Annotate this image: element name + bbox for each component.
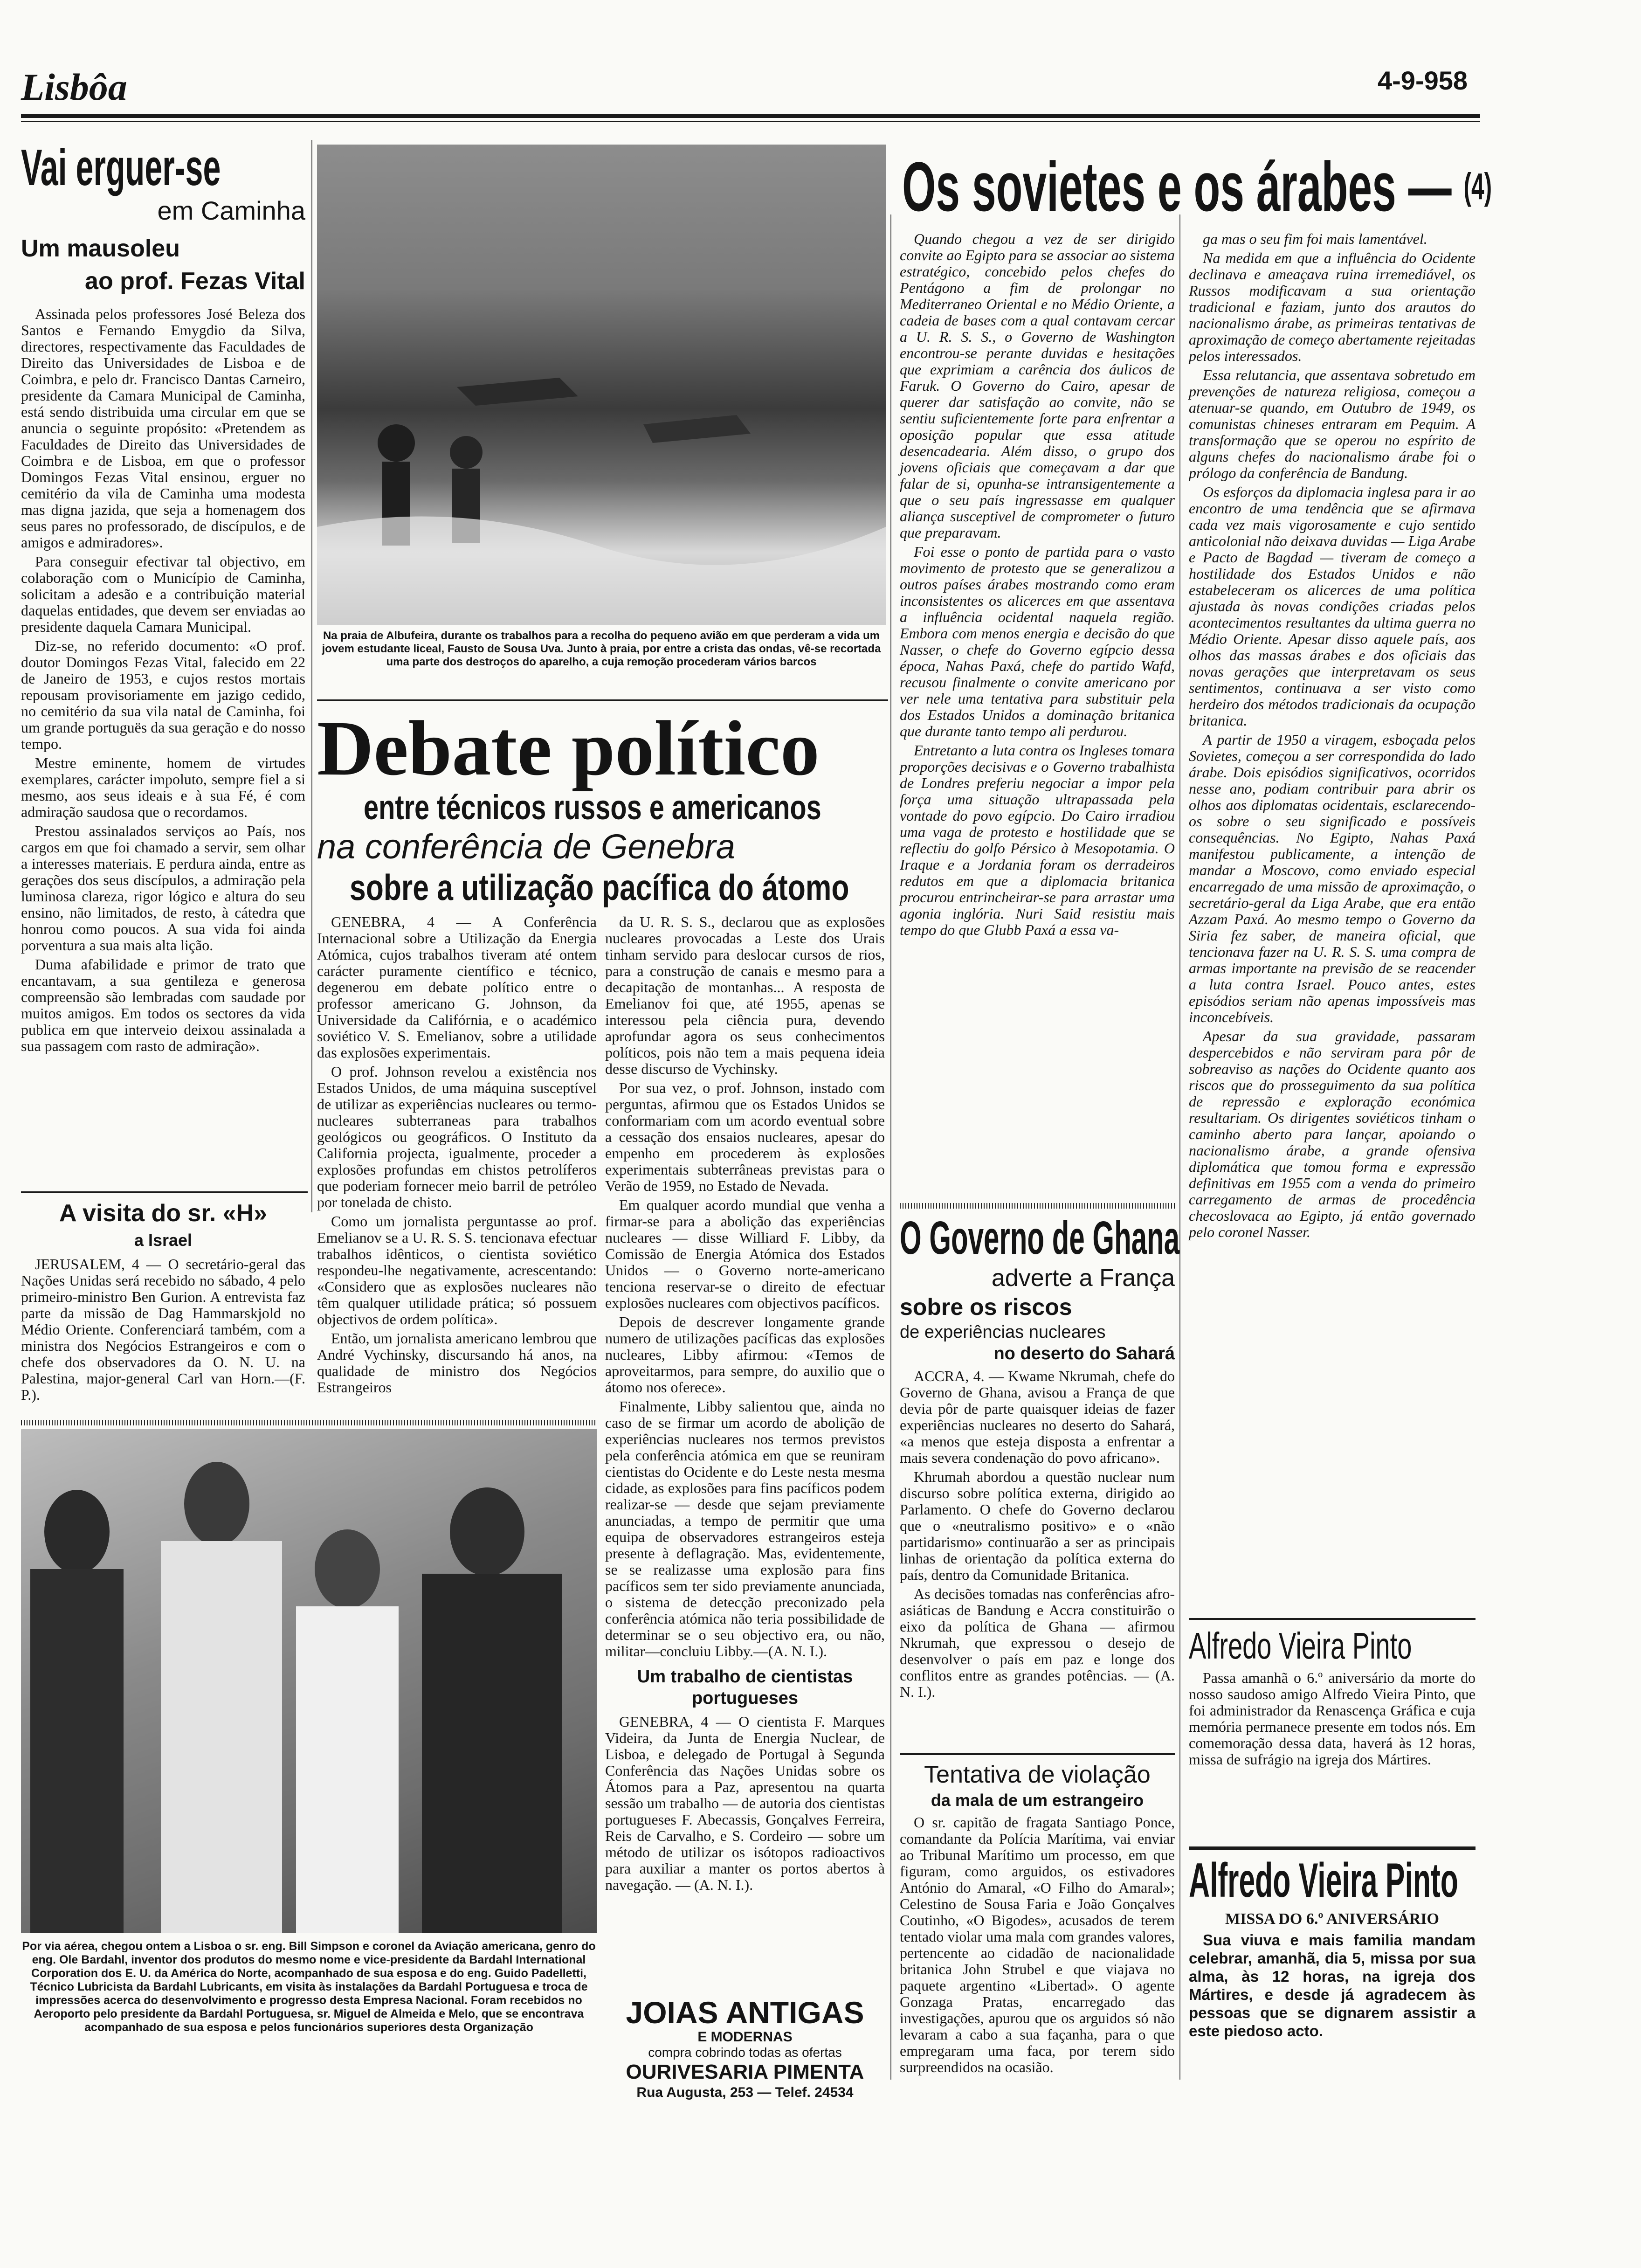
paragraph: A partir de 1950 a viragem, esboçada pelos Sovietes, começou a ser correspondida do lado árabe. Dois episódios significativos, ocorridos nesse ano, podiam contribuir para abrir os olhos aos diplomatas ocidentais, esclarecendo-os sobre o seu significado e possíveis consequências. No Egipto, Nahas Paxá manifestou publicamente, a intenção de mandar a Moscovo, como enviado especial encarregado de uma missão de aproximação, o secretário-geral da Liga Arabe, que era então Azzam Paxá. Ao mesmo tempo o Governo da Siria fez saber, de maneira oficial, que tencionava fazer na U. R. S. S. uma compra de armas importante na previsão de se reacender a luta contra Israel. Pouco antes, estes episódios seriam não apenas impossíveis mas inconcebíveis. — [1189, 731, 1476, 1025]
ad-address: Rua Augusta, 253 — Telef. 24534 — [636, 2085, 854, 2100]
decorative-separator — [900, 1203, 1175, 1209]
column-divider — [1179, 214, 1180, 2080]
paragraph: O prof. Johnson revelou a existência nos Estados Unidos, de uma máquina susceptível de utilizar as experiências nucleares ou termo-nucleares subterraneas para trabalhos geológicos ou geográficos. O Instituto da California projecta, igualmente, proceder a explosões profundas em chistos petrolíferos que poderiam fornecer meio barril de petróleo por tonelada de chisto. — [317, 1063, 597, 1210]
subheadline: entre técnicos russos e americanos — [364, 788, 821, 827]
photo-bardahl-guests — [21, 1429, 597, 1933]
ad-line: compra cobrindo todas as ofertas — [648, 2045, 842, 2060]
subheadline: adverte a França — [991, 1265, 1175, 1292]
paragraph: Como um jornalista perguntasse ao prof. Emelianov se a U. R. S. S. tencionava efectuar trabalhos idênticos, o cientista soviético respondeu-lhe negativamente, acrescentando: «Considero que as explosões nucleares não têm qualquer utilidade prática; só possuem objectivos de ordem política». — [317, 1213, 597, 1328]
paragraph: Para conseguir efectivar tal objectivo, em colaboração com o Município de Caminha, solicitam a adesão e a contribuição material daquelas entidades, que devem ser enviadas ao presidente daquela Camara Municipal. — [21, 553, 305, 635]
subheadline-3: ao prof. Fezas Vital — [85, 268, 305, 295]
subheadline: da mala de um estrangeiro — [931, 1791, 1144, 1810]
section-rule — [1189, 1618, 1476, 1620]
headline: Alfredo Vieira Pinto — [1189, 1625, 1412, 1666]
paragraph: Os esforços da diplomacia inglesa para ir ao encontro de uma tendência que se afirmava cada vez mais vigorosamente e cujo sentido anticolonial não deixava duvidas — Liga Arabe e Pacto de Bagdad — tiveram de começo a hostilidade dos Estados Unidos e não estabeleceram os alicerces de uma política ajustada às novas condições criadas pelos acontecimentos resultantes da ultima guerra no Médio Oriente. Apesar disso aquele país, aos olhos das massas árabes e dos oficiais das novas gerações que interpretavam os seus sentimentos, continuava a ser visto como herdeiro dos métodos tradicionais da ocupação britanica. — [1189, 484, 1476, 729]
article-body — [21, 1256, 305, 1403]
paragraph: Mestre eminente, homem de virtudes exemplares, carácter impoluto, sempre fiel a si mesmo, aos seus ideais e à sua Fé, é com admiração saudosa que o recordamos. — [21, 754, 305, 820]
masthead-rule — [21, 114, 1480, 118]
headline: Vai erguer-se — [21, 139, 221, 196]
section-rule — [900, 1753, 1175, 1755]
paragraph: Apesar da sua gravidade, passaram despercebidos e não serviram para pôr de sobreaviso as nações do Ocidente quanto aos riscos que do prosseguimento da sua política de repressão e exploração económica resultariam. Os dirigentes soviéticos tinham o caminho aberto para lançar, apoiando o nacionalismo árabe, a grande ofensiva diplomática que tomou forma e expressão definitivas em 1955 com a venda do primeiro carregamento de armas de procedência checoslovaca ao Egipto, já então governado pelo coronel Nasser. — [1189, 1028, 1476, 1240]
subheadline-3: sobre a utilização pacífica do átomo — [350, 867, 849, 908]
issue-date: 4-9-958 — [1378, 66, 1468, 95]
paragraph: Diz-se, no referido documento: «O prof. doutor Domingos Fezas Vital, falecido em 22 de Janeiro de 1953, e cujos restos mortais repousam provisoriamente em jazigo cedido, no cemitério da sua vila natal de Caminha, foi um grande portuguës da sua geração e do nosso tempo. — [21, 637, 305, 752]
headline-text: Os sovietes e os árabes — — [902, 147, 1452, 226]
photo-albufeira-beach — [317, 145, 886, 625]
article-violacao — [900, 1760, 1175, 2078]
paragraph: Entretanto a luta contra os Ingleses tomara proporções decisivas e o Governo trabalhista de Londres preferiu negociar a impor pela força uma situação ultrapassada pela vontade do povo egípcio. Do Cairo irradiou uma vaga de protesto e hostilidade que se reflectiu do golfo Pérsico à Mesopotamia. O Iraque e a Jordania foram os derradeiros redutos em que a diplomacia britanica procurou entrincheirar-se para arrastar uma agonia inglória. Nuri Said resistiu mais tempo do que Glubb Paxá a essa va- — [900, 742, 1175, 938]
article-body — [900, 1814, 1175, 2075]
article-vieira-pinto — [1189, 1625, 1476, 1770]
subheadline: MISSA DO 6.º ANIVERSÁRIO — [1225, 1910, 1439, 1928]
ad-name: OURIVESARIA PIMENTA — [626, 2061, 864, 2083]
headline-cientistas: Um trabalho de cientistas portugueses — [637, 1667, 853, 1708]
part-number: (4) — [1463, 166, 1492, 207]
paragraph: Por sua vez, o prof. Johnson, instado com perguntas, afirmou que os Estados Unidos se conformariam com um acordo eventual sobre a cessação dos ensaios nucleares, apesar do empenho em procederem às explosões experimentais subterrâneas previstas para o Verão de 1959, no Estado de Nevada. — [605, 1079, 885, 1194]
paragraph: Na medida em que a influência do Ocidente declinava e ameaçava ruina irremediável, os Russos modificavam a sua orientação tradicional e faziam, junto dos arautos do nacionalismo árabe, as primeiras tentativas de aproximação de começo abertamente rejeitadas pelos interessados. — [1189, 249, 1476, 364]
column-divider — [890, 214, 891, 2080]
paragraph: Então, um jornalista americano lembrou que André Vychinsky, discursando há anos, na qualidade de ministro dos Negócios Estrangeiros — [317, 1330, 597, 1396]
subheadline-2: na conferência de Genebra — [317, 827, 735, 866]
headline: A visita do sr. «H» — [59, 1200, 268, 1227]
paragraph: Duma afabilidade e primor de trato que encantavam, a sua gentileza e generosa compreensão são lembradas com saudade por muitos amigos. Em todos os sectores da vida publica em que interveio deixou assinalada a sua passagem com rasto de admiração». — [21, 956, 305, 1054]
beach-scene-graphic — [317, 145, 886, 625]
subheadline-2: sobre os riscos — [900, 1294, 1072, 1320]
subheadline: a Israel — [134, 1231, 193, 1250]
paragraph: Prestou assinalados serviços ao País, nos cargos em que foi chamado a servir, sem olhar a interesses materiais. E perdura ainda, entre as gerações dos seus discípulos, a admiração pela luminosa clareza, rigor lógico e altura do seu ensino, não limitados, de resto, à cátedra que honrou como poucos. A sua vida foi ainda porventura a sua mais alta lição. — [21, 823, 305, 954]
article-mausoleu — [21, 140, 305, 1057]
article-body — [1189, 1670, 1476, 1768]
paragraph: Assinada pelos professores José Beleza dos Santos e Fernando Emygdio da Silva, directores, respectivamente das Faculdades de Direito das Universidades de Lisboa e de Coimbra, e pelo dr. Francisco Dantas Carneiro, presidente da Camara Municipal de Caminha, está sendo distribuida uma circular em que se anuncia o seguinte propósito: «Pretendem as Faculdades de Direito das Universidades de Coimbra e de Lisboa, em que o professor Domingos Fezas Vital ensinou, erguer no cemitério da vila de Caminha uma modesta mas digna jazida, que seja a homenagem dos seus pares no professorado, de discípulos, e de amigos e admiradores». — [21, 305, 305, 551]
headline: O Governo de Ghana — [900, 1212, 1180, 1264]
article-visita — [21, 1198, 305, 1406]
paragraph: Foi esse o ponto de partida para o vasto movimento de protesto que se generalizou a outros países árabes mostrando como eram inconsistentes os alicerces em que assentava a influência ocidental naquela região. Embora com menos energia e decisão do que Nasser, o chefe do Governo egípcio dessa época, Nahas Paxá, chefe do partido Wafd, recusou finalmente o convite americano por ver nele uma tentativa para substituir pela dos Estados Unidos a dominação britanica que durante tanto tempo ali perdurou. — [900, 543, 1175, 740]
headline: Debate político — [317, 705, 820, 792]
article-body — [900, 1368, 1175, 1700]
paragraph: Khrumah abordou a questão nuclear num discurso sobre política externa, dirigido ao Parlamento. O chefe do Governo declarou que o «neutralismo positivo» e o «não partidarismo» continuarão a ser as principais linhas de orientação da política externa do país, dentro da Comunidade Britanica. — [900, 1468, 1175, 1583]
sovietes-column-2 — [1189, 231, 1476, 1243]
subheadline-2: Um mausoleu — [21, 235, 180, 262]
section-masthead: Lisbôa — [21, 66, 127, 108]
paragraph: Passa amanhã o 6.º aniversário da morte do nosso saudoso amigo Alfredo Vieira Pinto, que foi administrador da Renascença Gráfica e cuja memória permanece presente em todos nós. Em comemoração dessa data, haverá às 12 horas, missa de sufrágio na igreja dos Mártires. — [1189, 1669, 1476, 1768]
paragraph: Depois de descrever longamente grande numero de utilizações pacíficas das explosões nucleares, Libby afirmou: «Temos de aproveitarmos, para sempre, do auxilio que o átomo nos oferece». — [605, 1314, 885, 1396]
debate-column-1 — [317, 914, 597, 1398]
photo-caption: Por via aérea, chegou ontem a Lisboa o sr. eng. Bill Simpson e coronel da Aviação americana, genro do eng. Ole Bardahl, inventor dos produtos do mesmo nome e vice-presidente da Bardahl International Corporation dos E. U. da América do Norte, acompanhado de sua esposa e do eng. Guido Padelletti, Técnico Lubricista da Bardahl Lubricants, em visita às instalações da Bardahl Portuguesa e troca de impressões acerca do desenvolvimento e progresso desta Empresa Nacional. Foram recebidos no Aeroporto pelo presidente da Bardahl Portuguesa, sr. Miguel de Almeida e Melo, que se encontrava acompanhado de sua esposa e pelos funcionários superiores desta Organização — [22, 1940, 596, 2034]
notice-missa — [1189, 1853, 1476, 2040]
subheadline-3: de experiências nucleares — [900, 1322, 1106, 1342]
paragraph: As decisões tomadas nas conferências afro-asiáticas de Bandung e Accra constituirão o eixo da política de Ghana — afirmou Nkrumah, que expressou o desejo de desenvolver o país em paz e longe dos conflitos entre as grandes potências. — (A. N. I.). — [900, 1585, 1175, 1700]
paragraph: da U. R. S. S., declarou que as explosões nucleares provocadas a Leste dos Urais tinham servido para deslocar cursos de rios, para a construção de canais e mesmo para a decapitação de montanhas... A resposta de Emelianov foi que, até 1955, apenas se interessou pela ciência pura, devendo aprofundar agora os seus conhecimentos políticos, pois não tem a mais pequena ideia desse discurso de Vychinsky. — [605, 913, 885, 1077]
headline-sovietes — [902, 149, 1492, 224]
subheadline: em Caminha — [157, 196, 305, 225]
section-rule — [21, 1191, 308, 1193]
article-body — [21, 306, 305, 1054]
ad-title: JOIAS ANTIGAS — [626, 1995, 864, 2030]
paragraph: Em qualquer acordo mundial que venha a firmar-se para a abolição das experiências nucleares — disse Williard F. Libby, da Comissão de Energia Atómica dos Estados Unidos — o Governo norte-americano tenciona reservar-se o direito de efectuar explosões nucleares com objectivos pacíficos. — [605, 1196, 885, 1311]
paragraph: Finalmente, Libby salientou que, ainda no caso de se firmar um acordo de abolição de experiências nucleares nos termos previstos pela conferência atómica em que se reuniram cientistas do Ocidente e do Leste nesta mesma cidade, as explosões para fins pacíficos podem realizar-se — desde que sejam previamente anunciadas, a tempo de permitir que uma equipa de observadores estrangeiros esteja presente à deflagração. Mas, evidentemente, se se realizasse uma explosão para fins pacíficos sem ter sido previamente anunciada, o sistema de detecção preconizado pela conferência atómica não teria possibilidade de determinar se o seu objectivo era, ou não, militar—concluiu Libby.—(A. N. I.). — [605, 1398, 885, 1660]
headline: Tentativa de violação — [924, 1761, 1151, 1788]
paragraph: JERUSALEM, 4 — O secretário-geral das Nações Unidas será recebido no sábado, 4 pelo primeiro-ministro Ben Gurion. A entrevista faz parte da missão de Dag Hammarskjold no Médio Oriente. Conferenciará também, com a ministra dos Negócios Estrangeiros e com o chefe dos observadores da O. N. U. na Palestina, major-general Carl van Horn.—(F. P.). — [21, 1256, 305, 1403]
article-debate — [317, 705, 888, 908]
joias-advertisement — [605, 1996, 885, 2101]
guests-scene-graphic — [21, 1429, 597, 1933]
section-rule — [1189, 1846, 1476, 1850]
paragraph: O sr. capitão de fragata Santiago Ponce, comandante da Polícia Marítima, vai enviar ao Tribunal Marítimo um processo, em que figuram, como arguidos, os estivadores António do Amaral, «O Filho do Amaral»; Celestino de Sousa Faria e João Gonçalves Coutinho, «O Bigodes», acusados de terem tentado violar uma mala com grandes valores, pertencente ao cidadão de nacionalidade britanica John Strubel e que viajava no paquete argentino «Libertad». O agente Gonzaga Pratas, encarregado das investigações, apurou que os arguidos só não levaram a cabo a sua façanha, para o que empregaram uma faca, por terem sido surpreendidos na ocasião. — [900, 1814, 1175, 2075]
paragraph: GENEBRA, 4 — O cientista F. Marques Videira, da Junta de Energia Nuclear, de Lisboa, e delegado de Portugal à Segunda Conferência das Nações Unidas sobre os Átomos para a Paz, apresentou na quarta sessão um trabalho — de autoria dos cientistas portugueses F. Abecassis, Gonçalves Ferreira, Reis de Carvalho, e S. Cordeiro — sobre um método de utilizar os isótopos radioactivos para auxiliar a manter os portos abertos à navegação. — (A. N. I.). — [605, 1713, 885, 1893]
headline: Alfredo Vieira Pinto — [1189, 1853, 1458, 1908]
paragraph: ga mas o seu fim foi mais lamentável. — [1203, 230, 1427, 247]
paragraph: GENEBRA, 4 — A Conferência Internacional sobre a Utilização da Energia Atómica, cujos trabalhos tiveram até ontem carácter puramente científico e técnico, degenerou em debate político entre o professor americano G. Johnson, da Universidade da Califórnia, e o académico soviético V. S. Emelianov, sobre a utilidade das explosões experimentais. — [317, 913, 597, 1061]
paragraph: Essa relutancia, que assentava sobretudo em prevenções de natureza religiosa, começou a atenuar-se quando, em Outubro de 1949, os comunistas chineses entraram em Pequim. A transformação que se operou no espírito de alguns chefes do nacionalismo árabe foi o prólogo da conferência de Bandung. — [1189, 366, 1476, 481]
paragraph: Quando chegou a vez de ser dirigido convite ao Egipto para se associar ao sistema estratégico, concebido pelos chefes do Pentágono a fim de prolongar no Mediterraneo Oriental e no Médio Oriente, a cadeia de bases com a qual contavam cercar a U. R. S. S., o Governo de Washington encontrou-se perante duvidas e hesitações que exprimiam a carência dos áulicos de Faruk. O Governo do Cairo, apesar de querer dar satisfação ao convite, não se sentiu suficientemente forte para enfrentar a oposição popular que essa atitude desencadearia. Além disso, o grupo dos jovens oficiais que começavam a dar que falar de si, opunha-se intransigentemente a que o seu país ingressasse em qualquer aliança susceptivel de comprometer o futuro que preparavam. — [900, 230, 1175, 541]
notice-body: Sua viuva e mais familia mandam celebrar, amanhã, dia 5, missa por sua alma, às 12 horas, na igreja dos Mártires, e desde já agradecem às pessoas que se dignarem assistir a este piedoso acto. — [1189, 1931, 1476, 2040]
masthead-rule-thin — [21, 121, 1480, 122]
decorative-separator — [21, 1420, 597, 1425]
section-rule — [317, 699, 888, 701]
subheadline-4: no deserto do Sahará — [993, 1344, 1175, 1363]
photo-caption: Na praia de Albufeira, durante os trabalhos para a recolha do pequeno avião em que perderam a vida um jovem estudante liceal, Fausto de Sousa Uva. Junto à praia, por entre a crista das ondas, vê-se recortada uma parte dos destroços do aparelho, a cuja remoção procederam vários barcos — [322, 629, 881, 668]
paragraph: ACCRA, 4. — Kwame Nkrumah, chefe do Governo de Ghana, avisou a França de que devia pôr de parte quaisquer ideias de fazer experiências nucleares no deserto do Sahará, «a menos que esteja disposta a enfrentar a mais severa condenação do povo africano». — [900, 1368, 1175, 1466]
sovietes-column-1 — [900, 231, 1175, 941]
article-ghana — [900, 1212, 1180, 1703]
debate-column-2 — [605, 914, 885, 1896]
column-divider — [311, 140, 312, 1212]
ad-line: E MODERNAS — [697, 2029, 793, 2045]
